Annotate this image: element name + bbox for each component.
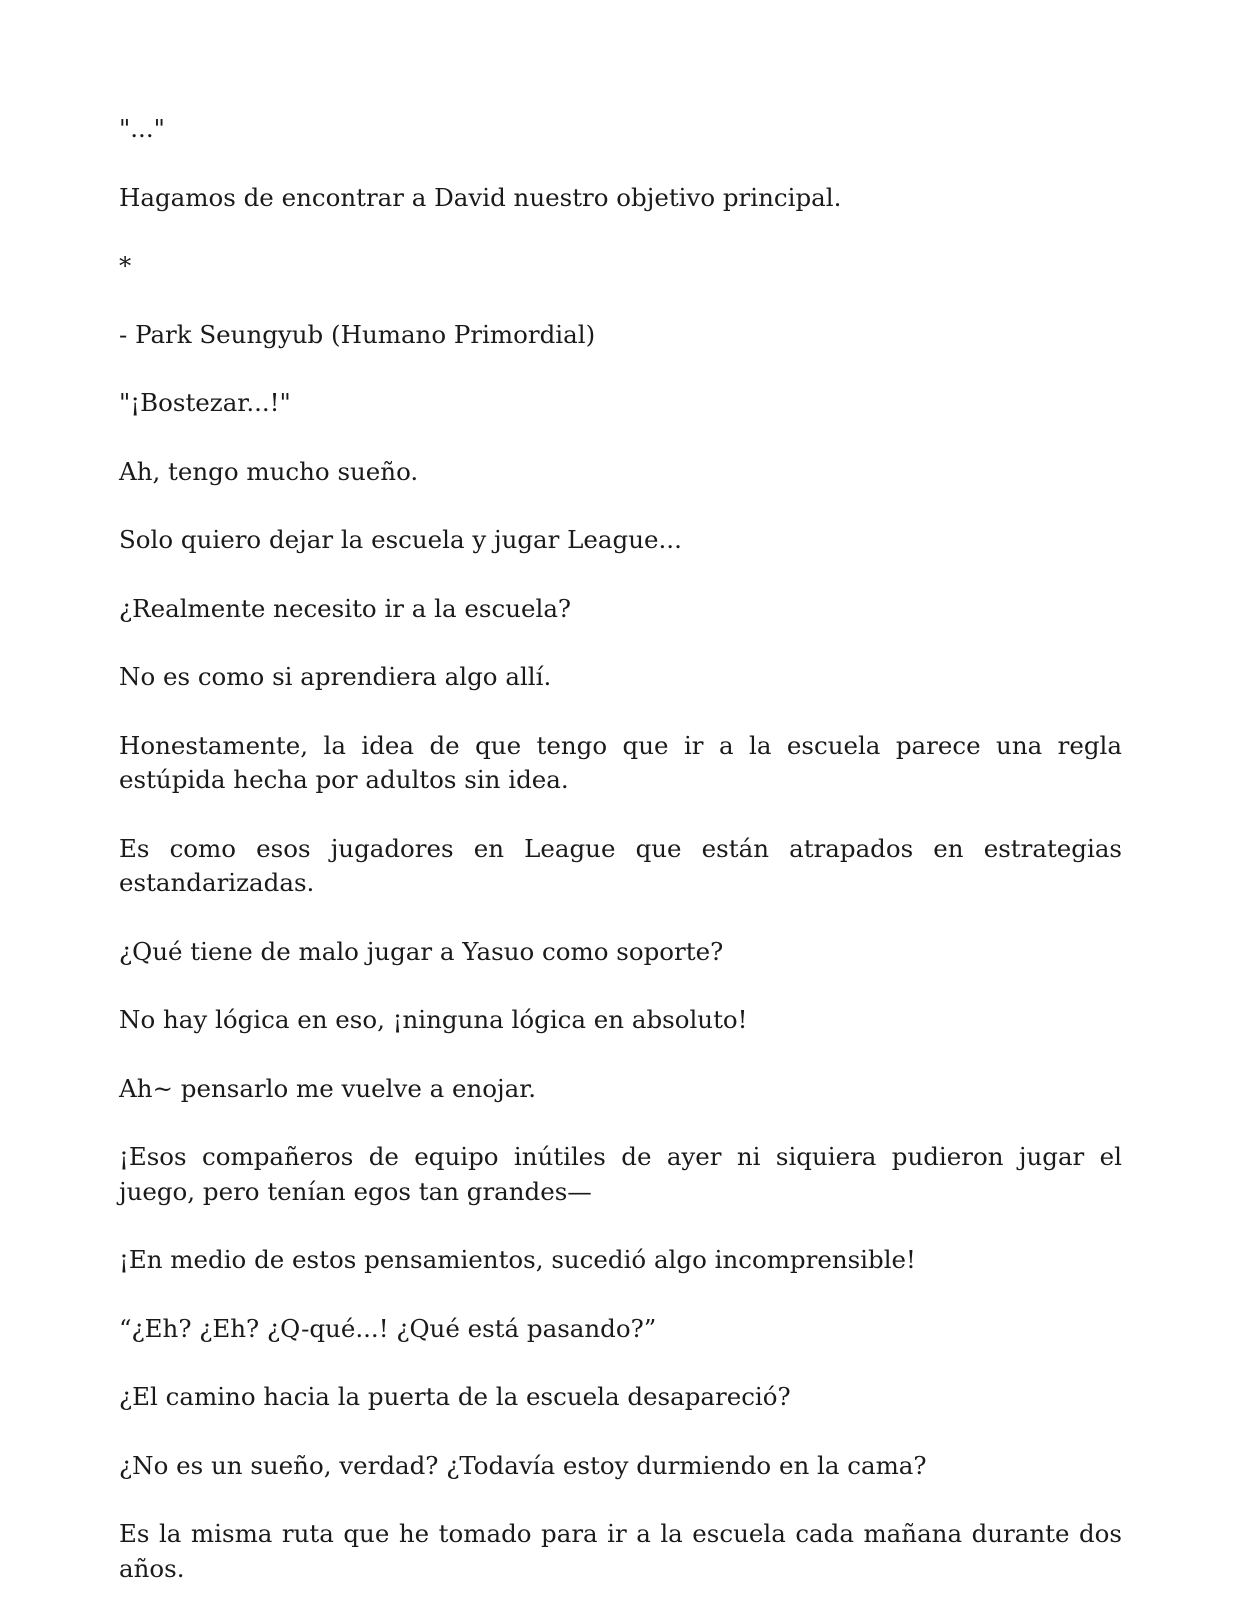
paragraph-learn-nothing: No es como si aprendiera algo allí. <box>119 662 552 691</box>
paragraph-ellipsis-quote: "..." <box>119 114 165 143</box>
paragraph-find-david: Hagamos de encontrar a David nuestro objetivo principal. <box>119 182 842 212</box>
paragraph-teammates: ¡Esos compañeros de equipo inútiles de ayer ni siquiera pudieron jugar el juego, pero tenían egos tan grandes— <box>119 1142 1122 1206</box>
paragraph-angry: Ah~ pensarlo me vuelve a enojar. <box>119 1073 537 1103</box>
paragraph-incomprehensible: ¡En medio de estos pensamientos, sucedió algo incomprensible! <box>119 1245 916 1274</box>
paragraph-dream: ¿No es un sueño, verdad? ¿Todavía estoy durmiendo en la cama? <box>119 1450 927 1480</box>
paragraph-need-school: ¿Realmente necesito ir a la escuela? <box>119 593 572 623</box>
pov-heading: - Park Seungyub (Humano Primordial) <box>119 319 596 349</box>
paragraph-yawn: "¡Bostezar...!" <box>119 388 291 417</box>
paragraph-no-logic: No hay lógica en eso, ¡ninguna lógica en absoluto! <box>119 1005 748 1034</box>
paragraph-yasuo-support: ¿Qué tiene de malo jugar a Yasuo como soporte? <box>119 936 724 966</box>
paragraph-same-route: Es la misma ruta que he tomado para ir a la escuela cada mañana durante dos años. <box>119 1519 1122 1583</box>
paragraph-stupid-rule: Honestamente, la idea de que tengo que ir a la escuela parece una regla estúpida hecha por adultos sin idea. <box>119 730 1122 794</box>
scene-break-asterisk: * <box>119 251 132 280</box>
paragraph-sleepy: Ah, tengo mucho sueño. <box>119 456 419 486</box>
paragraph-quit-school: Solo quiero dejar la escuela y jugar League... <box>119 525 682 554</box>
document-body <box>119 112 1122 1586</box>
paragraph-what-happening: “¿Eh? ¿Eh? ¿Q-qué...! ¿Qué está pasando?” <box>119 1313 657 1343</box>
paragraph-standard-strategies: Es como esos jugadores en League que están atrapados en estrategias estandarizadas. <box>119 833 1122 897</box>
paragraph-road-disappeared: ¿El camino hacia la puerta de la escuela desapareció? <box>119 1382 791 1411</box>
